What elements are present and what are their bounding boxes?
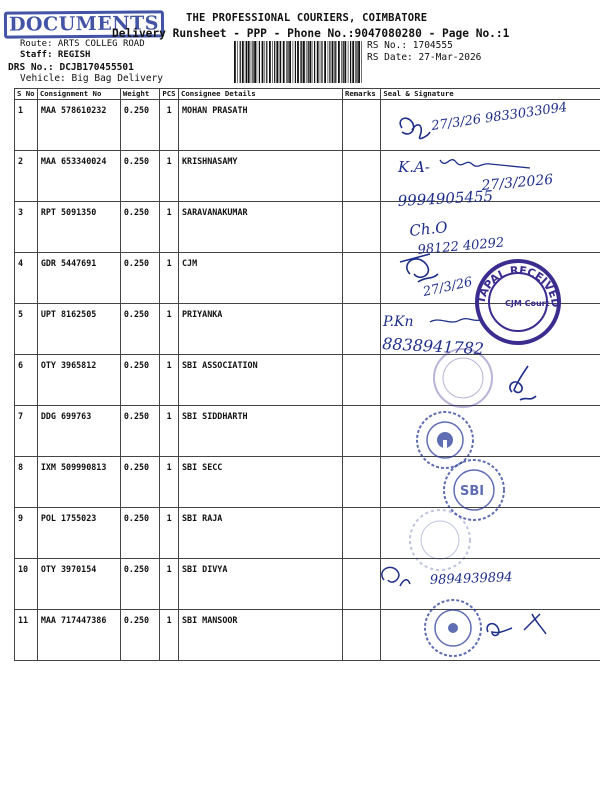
handwriting-row-3a: Ch.O: [408, 218, 449, 240]
cell-signature: [381, 559, 600, 610]
rs-date: RS Date: 27-Mar-2026: [367, 52, 482, 63]
barcode-bar: [334, 41, 335, 83]
cell-consignee: SBI MANSOOR: [178, 610, 342, 661]
cell-sno: 5: [15, 304, 38, 355]
handwriting-row-2b: 27/3/2026: [480, 171, 554, 194]
table-row: [15, 457, 600, 508]
barcode-bar: [259, 41, 260, 83]
cell-consignment: OTY 3970154: [37, 559, 120, 610]
cell-sno: 6: [15, 355, 38, 406]
barcode-bar: [265, 41, 266, 83]
barcode-bar: [314, 41, 315, 83]
barcode-bar: [306, 41, 307, 83]
cell-remarks: [343, 355, 381, 406]
barcode-bar: [358, 41, 360, 83]
cell-weight: 0.250: [120, 253, 159, 304]
barcode-bar: [286, 41, 287, 83]
cell-sno: 8: [15, 457, 38, 508]
cell-weight: 0.250: [120, 151, 159, 202]
table-header-row: [15, 89, 600, 100]
cell-consignee: MOHAN PRASATH: [178, 100, 342, 151]
barcode-bar: [309, 41, 311, 83]
runsheet-table: [14, 88, 600, 661]
cell-signature: [381, 100, 600, 151]
barcode-bar: [300, 41, 301, 83]
cell-weight: 0.250: [120, 202, 159, 253]
staff-label: Staff: REGISH: [20, 50, 91, 60]
cjm-stamp-text: CJM Court: [505, 299, 550, 308]
company-name: THE PROFESSIONAL COURIERS, COIMBATORE: [186, 12, 428, 24]
barcode-bar: [266, 41, 267, 83]
cell-weight: 0.250: [120, 304, 159, 355]
barcode-bar: [248, 41, 250, 83]
barcode-bar: [329, 41, 330, 83]
col-header-sno: S No: [15, 89, 38, 100]
barcode-bar: [361, 41, 362, 83]
cell-pcs: 1: [160, 151, 179, 202]
cell-weight: 0.250: [120, 406, 159, 457]
handwriting-row-5a: P.Kn: [383, 314, 414, 330]
cell-consignee: KRISHNASAMY: [178, 151, 342, 202]
table-row: [15, 406, 600, 457]
cell-pcs: 1: [160, 406, 179, 457]
rs-number: RS No.: 1704555: [367, 40, 453, 51]
barcode-bar: [246, 41, 247, 83]
barcode-bar: [257, 41, 258, 83]
col-header-weight: Weight: [120, 89, 159, 100]
col-header-remarks: Remarks: [343, 89, 381, 100]
table-row: [15, 610, 600, 661]
cell-remarks: [343, 559, 381, 610]
barcode-bar: [242, 41, 244, 83]
table-row: [15, 100, 600, 151]
cell-consignee: SBI SIDDHARTH: [178, 406, 342, 457]
barcode-bar: [335, 41, 336, 83]
table-row: [15, 151, 600, 202]
cell-consignment: MAA 653340024: [37, 151, 120, 202]
cell-remarks: [343, 151, 381, 202]
barcode-bar: [317, 41, 319, 83]
cell-pcs: 1: [160, 610, 179, 661]
barcode-bar: [312, 41, 313, 83]
cell-consignment: MAA 717447386: [37, 610, 120, 661]
cell-signature: [381, 253, 600, 304]
barcode-bar: [320, 41, 321, 83]
cell-weight: 0.250: [120, 457, 159, 508]
barcode-bar: [344, 41, 346, 83]
handwriting-row-3b: 98122 40292: [417, 235, 505, 258]
cell-consignment: DDG 699763: [37, 406, 120, 457]
barcode-bar: [295, 41, 296, 83]
barcode-bar: [341, 41, 342, 83]
cell-weight: 0.250: [120, 559, 159, 610]
cell-consignee: SBI ASSOCIATION: [178, 355, 342, 406]
runsheet-title: Delivery Runsheet - PPP - Phone No.:9047080280 - Page No.:1: [112, 27, 510, 40]
handwriting-row-5b: 8838941782: [381, 334, 485, 359]
barcode-bar: [324, 41, 326, 83]
cell-consignee: CJM: [178, 253, 342, 304]
cell-remarks: [343, 406, 381, 457]
cell-sno: 1: [15, 100, 38, 151]
cell-sno: 11: [15, 610, 38, 661]
barcode-bar: [297, 41, 299, 83]
barcode-bar: [350, 41, 351, 83]
table-row: [15, 355, 600, 406]
barcode-bar: [287, 41, 288, 83]
barcode-bar: [328, 41, 329, 83]
barcode-bar: [355, 41, 356, 83]
barcode-bar: [321, 41, 322, 83]
cell-signature: [381, 304, 600, 355]
drs-number: DRS No.: DCJB170455501: [8, 62, 134, 73]
cell-weight: 0.250: [120, 100, 159, 151]
barcode-bar: [293, 41, 294, 83]
documents-stamp: DOCUMENTS: [4, 10, 164, 38]
cell-consignee: PRIYANKA: [178, 304, 342, 355]
col-header-pcs: PCS: [160, 89, 179, 100]
cell-consignment: OTY 3965812: [37, 355, 120, 406]
cell-pcs: 1: [160, 355, 179, 406]
received-stamp-text: TAPAL RECEIVED: [474, 263, 563, 309]
barcode-bar: [303, 41, 305, 83]
barcode-bar: [301, 41, 302, 83]
cell-consignment: IXM 509990813: [37, 457, 120, 508]
handwriting-row-2a: K.A-: [398, 158, 430, 176]
barcode-bar: [283, 41, 285, 83]
cell-consignee: SBI DIVYA: [178, 559, 342, 610]
cell-remarks: [343, 100, 381, 151]
cell-signature: [381, 610, 600, 661]
cell-sno: 10: [15, 559, 38, 610]
barcode: [234, 41, 362, 83]
barcode-bar: [234, 41, 236, 83]
table-row: [15, 559, 600, 610]
cell-signature: [381, 151, 600, 202]
cell-sno: 2: [15, 151, 38, 202]
cell-consignee: SARAVANAKUMAR: [178, 202, 342, 253]
cell-pcs: 1: [160, 253, 179, 304]
barcode-bar: [352, 41, 354, 83]
cell-sno: 9: [15, 508, 38, 559]
table-row: [15, 304, 600, 355]
cell-pcs: 1: [160, 304, 179, 355]
barcode-bar: [343, 41, 344, 83]
cell-consignment: MAA 578610232: [37, 100, 120, 151]
cell-weight: 0.250: [120, 355, 159, 406]
barcode-bar: [348, 41, 349, 83]
cell-remarks: [343, 610, 381, 661]
cell-weight: 0.250: [120, 610, 159, 661]
barcode-bar: [272, 41, 273, 83]
barcode-bar: [245, 41, 246, 83]
cell-pcs: 1: [160, 508, 179, 559]
cell-sno: 3: [15, 202, 38, 253]
handwriting-row-10: 9894939894: [429, 570, 513, 588]
barcode-bar: [262, 41, 264, 83]
sbi-stamp-text-row-8: SBI: [460, 484, 485, 499]
cell-pcs: 1: [160, 457, 179, 508]
cell-sno: 7: [15, 406, 38, 457]
barcode-bar: [280, 41, 281, 83]
barcode-bar: [332, 41, 334, 83]
cell-remarks: [343, 202, 381, 253]
table-row: [15, 253, 600, 304]
cell-sno: 4: [15, 253, 38, 304]
col-header-consignment: Consignment No: [37, 89, 120, 100]
cell-signature: [381, 202, 600, 253]
barcode-bar: [251, 41, 252, 83]
cell-consignment: UPT 8162505: [37, 304, 120, 355]
barcode-bar: [237, 41, 238, 83]
route-label: Route: ARTS COLLEG ROAD: [20, 39, 145, 49]
barcode-bar: [279, 41, 280, 83]
cell-consignee: SBI SECC: [178, 457, 342, 508]
handwriting-row-4: 27/3/26: [421, 274, 474, 300]
cell-pcs: 1: [160, 100, 179, 151]
cell-pcs: 1: [160, 202, 179, 253]
barcode-bar: [254, 41, 256, 83]
barcode-bar: [252, 41, 253, 83]
cell-weight: 0.250: [120, 508, 159, 559]
cell-consignee: SBI RAJA: [178, 508, 342, 559]
cell-pcs: 1: [160, 559, 179, 610]
cell-signature: [381, 355, 600, 406]
cell-remarks: [343, 304, 381, 355]
vehicle-label: Vehicle: Big Bag Delivery: [20, 73, 163, 84]
col-header-signature: Seal & Signature: [381, 89, 600, 100]
barcode-bar: [276, 41, 278, 83]
barcode-bar: [274, 41, 275, 83]
barcode-bar: [308, 41, 309, 83]
barcode-bar: [338, 41, 340, 83]
handwriting-row-1: 27/3/26 9833033094: [430, 100, 569, 134]
cell-remarks: [343, 508, 381, 559]
cell-consignment: GDR 5447691: [37, 253, 120, 304]
barcode-bar: [269, 41, 271, 83]
barcode-bar: [240, 41, 241, 83]
table-row: [15, 508, 600, 559]
cell-consignment: POL 1755023: [37, 508, 120, 559]
cell-remarks: [343, 457, 381, 508]
cell-remarks: [343, 253, 381, 304]
table-row: [15, 202, 600, 253]
col-header-consignee: Consignee Details: [178, 89, 342, 100]
cell-signature: [381, 508, 600, 559]
barcode-bar: [356, 41, 357, 83]
cell-signature: [381, 457, 600, 508]
cell-signature: [381, 406, 600, 457]
barcode-bar: [289, 41, 291, 83]
handwriting-row-2c: 9994905455: [397, 187, 494, 210]
cell-consignment: RPT 5091350: [37, 202, 120, 253]
